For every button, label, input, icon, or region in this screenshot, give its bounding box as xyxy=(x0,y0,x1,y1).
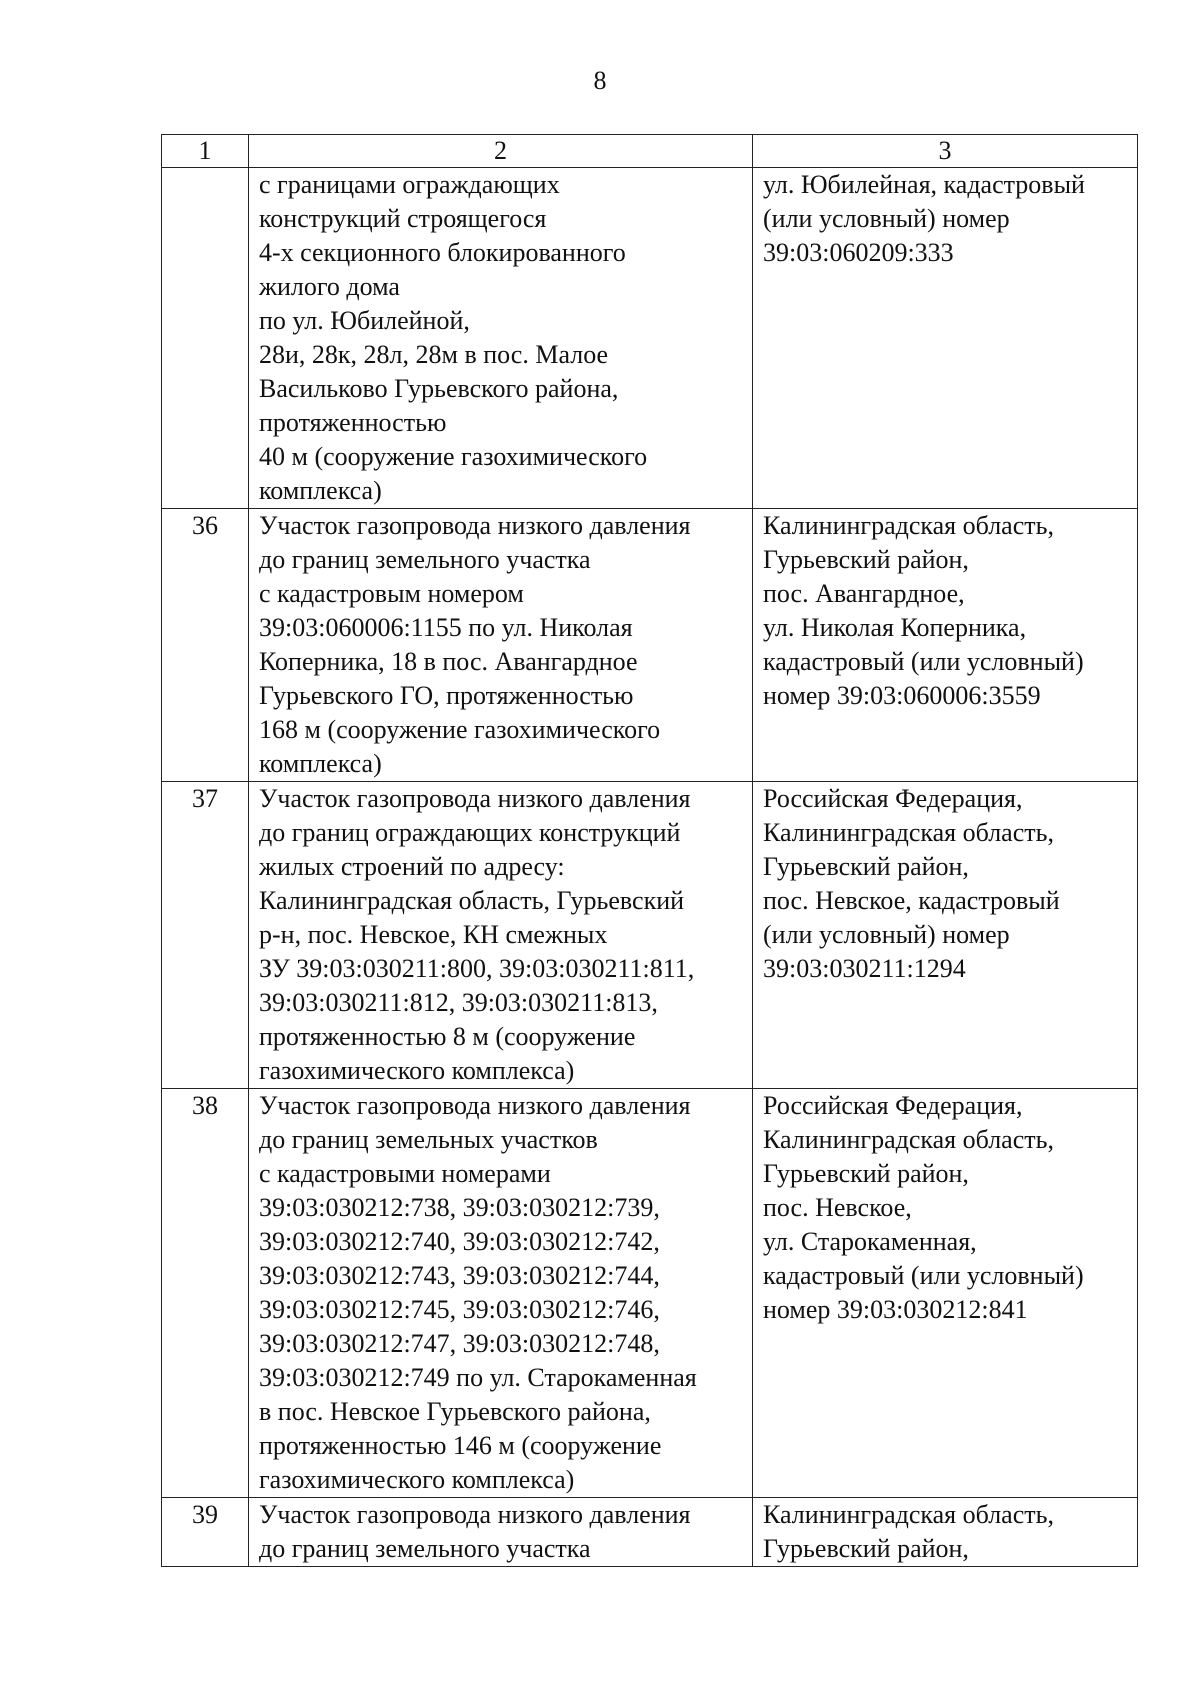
description-line: с границами ограждающих xyxy=(259,170,560,199)
address-line: Калининградская область, xyxy=(763,818,1054,847)
table-row xyxy=(162,1498,1138,1567)
column-header-1: 1 xyxy=(162,135,249,168)
description-line: до границ ограждающих конструкций xyxy=(259,818,681,847)
address-cell xyxy=(753,1089,1138,1498)
description-line: 4-х секционного блокированного xyxy=(259,238,626,267)
address-line: кадастровый (или условный) xyxy=(763,1261,1084,1290)
address-line: ул. Николая Коперника, xyxy=(763,613,1027,642)
address-line: Калининградская область, xyxy=(763,1500,1054,1529)
column-header-2: 2 xyxy=(249,135,753,168)
description-line: 39:03:030211:812, 39:03:030211:813, xyxy=(259,988,658,1017)
description-line: газохимического комплекса) xyxy=(259,1056,575,1085)
description-line: Участок газопровода низкого давления xyxy=(259,784,691,813)
description-line: Гурьевского ГО, протяженностью xyxy=(259,681,634,710)
table-row xyxy=(162,782,1138,1089)
address-line: Калининградская область, xyxy=(763,1125,1054,1154)
description-line: по ул. Юбилейной, xyxy=(259,306,470,335)
description-line: 39:03:030212:743, 39:03:030212:744, xyxy=(259,1261,660,1290)
table-row xyxy=(162,168,1138,509)
description-line: с кадастровыми номерами xyxy=(259,1159,551,1188)
description-line: Участок газопровода низкого давления xyxy=(259,511,691,540)
address-line: Гурьевский район, xyxy=(763,545,969,574)
address-cell xyxy=(753,509,1138,782)
description-line: до границ земельного участка xyxy=(259,545,591,574)
description-line: жилых строений по адресу: xyxy=(259,852,565,881)
row-number-cell: 39 xyxy=(162,1498,249,1567)
address-line: номер 39:03:060006:3559 xyxy=(763,681,1041,710)
address-line: 39:03:030211:1294 xyxy=(763,954,966,983)
address-cell xyxy=(753,168,1138,509)
description-line: газохимического комплекса) xyxy=(259,1465,575,1494)
description-cell xyxy=(249,168,753,509)
description-cell xyxy=(249,509,753,782)
address-line: пос. Авангардное, xyxy=(763,579,965,608)
description-line: 39:03:060006:1155 по ул. Николая xyxy=(259,613,633,642)
address-line: ул. Юбилейная, кадастровый xyxy=(763,170,1085,199)
description-line: Участок газопровода низкого давления xyxy=(259,1500,691,1529)
address-line: номер 39:03:030212:841 xyxy=(763,1295,1028,1324)
table-body xyxy=(162,168,1138,1567)
description-line: в пос. Невское Гурьевского района, xyxy=(259,1397,651,1426)
address-line: пос. Невское, xyxy=(763,1193,912,1222)
row-number-cell: 37 xyxy=(162,782,249,1089)
row-number-cell: 38 xyxy=(162,1089,249,1498)
column-header-3: 3 xyxy=(753,135,1138,168)
address-line: ул. Старокаменная, xyxy=(763,1227,977,1256)
address-line: Российская Федерация, xyxy=(763,784,1023,813)
address-line: Гурьевский район, xyxy=(763,1534,969,1563)
page-number: 8 xyxy=(593,66,607,95)
description-line: комплекса) xyxy=(259,476,382,505)
description-line: протяженностью xyxy=(259,408,447,437)
address-line: Гурьевский район, xyxy=(763,852,969,881)
description-line: р-н, пос. Невское, КН смежных xyxy=(259,920,608,949)
description-line: до границ земельного участка xyxy=(259,1534,591,1563)
description-line: комплекса) xyxy=(259,749,382,778)
description-line: 39:03:030212:749 по ул. Старокаменная xyxy=(259,1363,697,1392)
address-line: Калининградская область, xyxy=(763,511,1054,540)
description-line: 39:03:030212:747, 39:03:030212:748, xyxy=(259,1329,660,1358)
description-cell xyxy=(249,782,753,1089)
row-number-cell: 36 xyxy=(162,509,249,782)
table-header-row xyxy=(162,135,1138,168)
description-line: 39:03:030212:745, 39:03:030212:746, xyxy=(259,1295,660,1324)
address-line: (или условный) номер xyxy=(763,204,1010,233)
address-line: 39:03:060209:333 xyxy=(763,238,954,267)
description-line: ЗУ 39:03:030211:800, 39:03:030211:811, xyxy=(259,954,695,983)
table-row xyxy=(162,509,1138,782)
description-line: 40 м (сооружение газохимического xyxy=(259,442,648,471)
row-number-cell xyxy=(162,168,249,509)
description-line: 28и, 28к, 28л, 28м в пос. Малое xyxy=(259,340,609,369)
description-line: Васильково Гурьевского района, xyxy=(259,374,619,403)
description-cell xyxy=(249,1089,753,1498)
address-line: (или условный) номер xyxy=(763,920,1010,949)
address-cell xyxy=(753,1498,1138,1567)
address-line: пос. Невское, кадастровый xyxy=(763,886,1060,915)
address-line: кадастровый (или условный) xyxy=(763,647,1084,676)
description-line: протяженностью 8 м (сооружение xyxy=(259,1022,636,1051)
address-cell xyxy=(753,782,1138,1089)
description-line: 168 м (сооружение газохимического xyxy=(259,715,661,744)
registry-table xyxy=(161,134,1138,1567)
description-line: конструкций строящегося xyxy=(259,204,547,233)
description-line: 39:03:030212:738, 39:03:030212:739, xyxy=(259,1193,660,1222)
description-line: Участок газопровода низкого давления xyxy=(259,1091,691,1120)
description-line: 39:03:030212:740, 39:03:030212:742, xyxy=(259,1227,660,1256)
address-line: Российская Федерация, xyxy=(763,1091,1023,1120)
table-row xyxy=(162,1089,1138,1498)
address-line: Гурьевский район, xyxy=(763,1159,969,1188)
description-cell xyxy=(249,1498,753,1567)
description-line: с кадастровым номером xyxy=(259,579,524,608)
description-line: жилого дома xyxy=(259,272,400,301)
description-line: до границ земельных участков xyxy=(259,1125,598,1154)
description-line: Калининградская область, Гурьевский xyxy=(259,886,685,915)
description-line: Коперника, 18 в пос. Авангардное xyxy=(259,647,638,676)
description-line: протяженностью 146 м (сооружение xyxy=(259,1431,662,1460)
